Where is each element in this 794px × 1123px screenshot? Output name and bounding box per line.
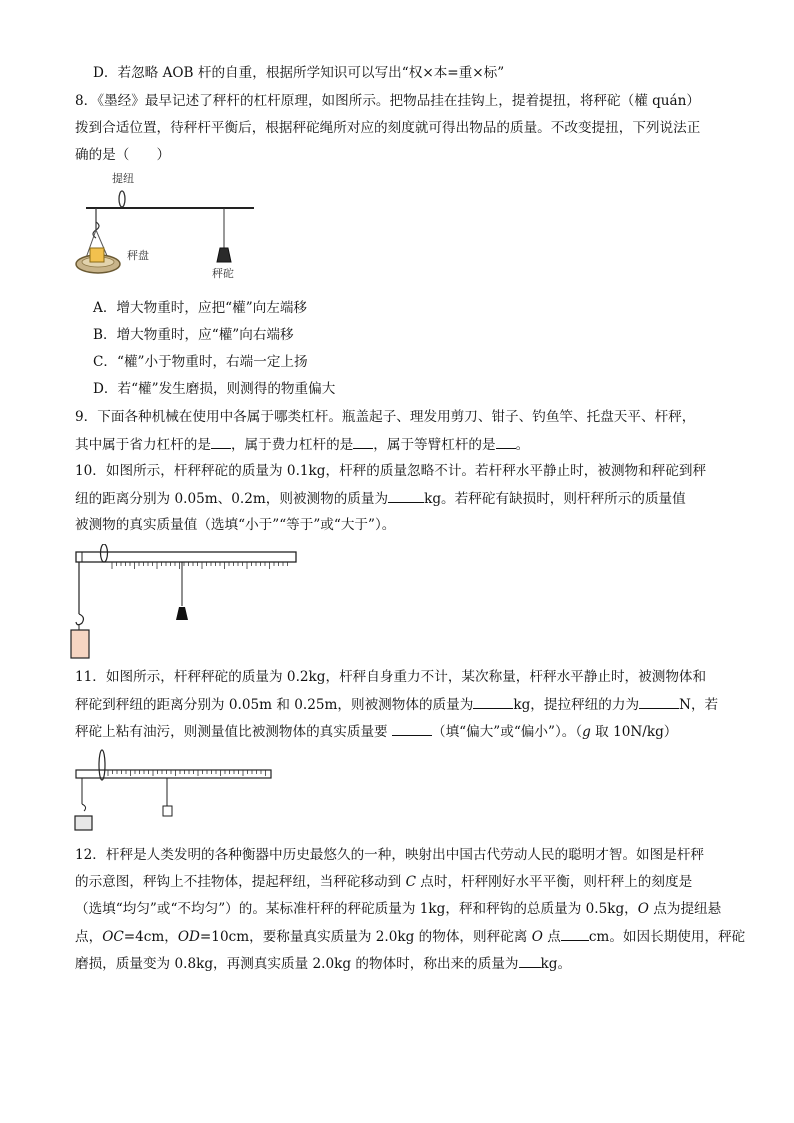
q9-blank-2[interactable] [353,434,373,449]
q11-blank-mass[interactable] [473,694,513,709]
q8-label-pan: 秤盘 [127,249,149,262]
q11-weight [163,806,172,816]
q9-line1: 9．下面各种机械在使用中各属于哪类杠杆。瓶盖起子、理发用剪刀、钳子、钓鱼竿、托盘天平、杆秤， [75,409,696,425]
q10-hook [76,614,83,625]
q11-line2: 秤砣到秤纽的距离分别为 0.05m 和 0.25m，则被测物体的质量为 kg，提拉秤纽的力为 N，若 [75,694,718,715]
q12-line3: （选填“均匀”或“不均匀”）的。某标准杆秤的秤砣质量为 1kg，秤和秤钩的总质量为 0.5kg，O 点为提纽悬 [75,901,722,917]
q7-option-d: D．若忽略 AOB 杆的自重，根据所学知识可以写出“权×本=重×标” [93,65,505,81]
q10-tick-marks [112,562,288,569]
q11-line3: 秤砣上粘有油污，则测量值比被测物体的真实质量要 （填“偏大”或“偏小”）。（g 取 10N/kg） [75,721,677,742]
q9-blank-1[interactable] [211,434,231,449]
q10-steelyard-figure [68,544,308,662]
q8-stem-line2: 拨到合适位置，待秤杆平衡后，根据秤砣绳所对应的刻度就可得出物品的质量。不改变提扭，下列说法正 [75,120,701,136]
q8-label-tiniu: 提纽 [112,172,134,185]
q10-beam [76,552,296,562]
q12-blank-mass[interactable] [519,953,541,968]
q11-steelyard-figure [72,746,277,832]
q8-weight [217,248,231,262]
q8-steelyard-figure [72,168,267,283]
q12-line4: 点，OC=4cm，OD=10cm，要称量真实质量为 2.0kg 的物体，则秤砣离 O 点 cm。如因长期使用，秤砣 [75,926,745,947]
q10-weight [176,607,188,620]
q8-option-d: D．若“權”发生磨损，则测得的物重偏大 [93,381,336,397]
q8-tiniu-loop [119,191,125,207]
q11-object [75,816,92,830]
q12-line1: 12．杆秤是人类发明的各种衡器中历史最悠久的一种，映射出中国古代劳动人民的聪明才智。如图是杆秤 [75,847,705,863]
q11-line1: 11．如图所示，杆秤秤砣的质量为 0.2kg，杆秤自身重力不计，某次称量，杆秤水平静止时，被测物体和 [75,669,707,685]
q10-line1: 10．如图所示，杆秤秤砣的质量为 0.1kg，杆秤的质量忽略不计。若杆秤水平静止时，被测物和秤砣到秤 [75,463,707,479]
q10-line3: 被测物的真实质量值（选填“小于”“等于”或“大于”）。 [75,517,396,533]
q8-label-tuo: 秤砣 [212,267,234,280]
q8-stem-line1: 8．《墨经》最早记述了秤杆的杠杆原理，如图所示。把物品挂在挂钩上，提着提扭，将秤砣（權 quán） [75,93,701,109]
q12-line2: 的示意图，秤钩上不挂物体，提起秤纽，当秤砣移动到 C 点时，杆秤刚好水平平衡，则杆秤上的刻度是 [75,874,693,890]
q8-option-c: C．“權”小于物重时，右端一定上扬 [93,354,308,370]
q8-option-a: A．增大物重时，应把“權”向左端移 [93,300,308,316]
q8-option-b: B．增大物重时，应“權”向右端移 [93,327,294,343]
q8-stem-line3: 确的是（ ） [75,147,171,163]
q8-object [90,248,104,262]
q12-line5: 磨损，质量变为 0.8kg，再测真实质量 2.0kg 的物体时，称出来的质量为 kg。 [75,953,571,974]
q10-object [71,630,89,658]
q9-blank-3[interactable] [496,434,516,449]
q11-blank-bias[interactable] [392,721,432,736]
q11-blank-force[interactable] [639,694,679,709]
q9-line2: 其中属于省力杠杆的是 ，属于费力杠杆的是 ，属于等臂杠杆的是 。 [75,434,529,455]
q12-blank-distance[interactable] [561,926,589,941]
q11-hook [82,804,86,811]
q10-line2: 纽的距离分别为 0.05m、0.2m，则被测物的质量为 kg。若秤砣有缺损时，则杆秤所示的质量值 [75,488,686,509]
q10-blank-mass[interactable] [388,488,424,503]
